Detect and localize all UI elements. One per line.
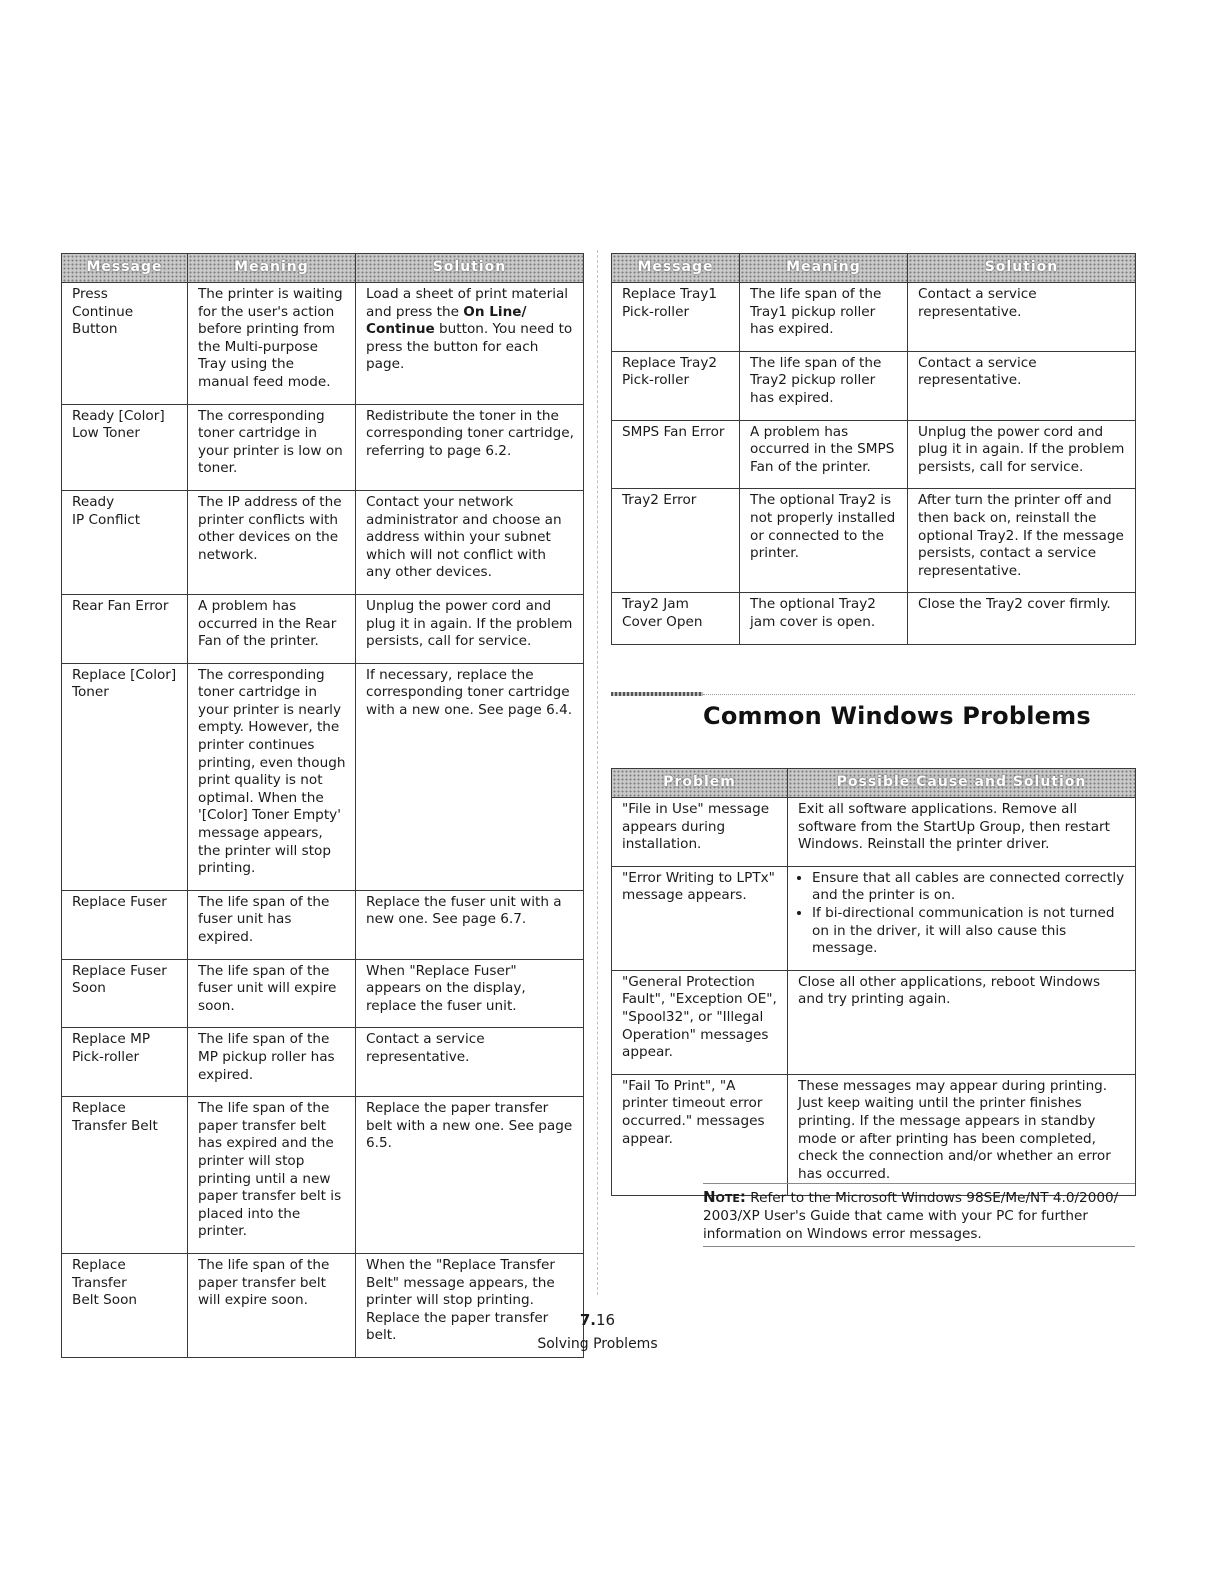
meaning-cell: The life span of the MP pickup roller has expired.	[188, 1028, 356, 1097]
meaning-cell: The life span of the fuser unit will expire soon.	[188, 959, 356, 1028]
solution-cell: When "Replace Fuser" appears on the display, replace the fuser unit.	[356, 959, 584, 1028]
message-cell: Replace Tray1 Pick-roller	[612, 283, 740, 352]
meaning-cell: A problem has occurred in the SMPS Fan of the printer.	[740, 420, 908, 489]
solution-cell: Unplug the power cord and plug it in again. If the problem persists, call for service.	[908, 420, 1136, 489]
solution-cell	[788, 866, 1136, 970]
table-header-row	[612, 769, 1136, 798]
message-cell: Replace MP Pick-roller	[62, 1028, 188, 1097]
solution-cell: Close all other applications, reboot Windows and try printing again.	[788, 970, 1136, 1074]
note-label: Note:	[703, 1188, 746, 1206]
meaning-cell: The optional Tray2 is not properly installed or connected to the printer.	[740, 489, 908, 593]
section-title: Common Windows Problems	[703, 702, 1091, 730]
message-cell: Ready IP Conflict	[62, 490, 188, 594]
header-message: Message	[612, 254, 740, 283]
solution-cell: Redistribute the toner in the corresponding toner cartridge, referring to page 6.2.	[356, 404, 584, 490]
section-rule	[611, 692, 1135, 696]
header-solution: Solution	[908, 254, 1136, 283]
table-row	[62, 890, 584, 959]
table-header-row	[612, 254, 1136, 283]
message-cell: Replace Transfer Belt Soon	[62, 1253, 188, 1357]
meaning-cell: A problem has occurred in the Rear Fan of the printer.	[188, 594, 356, 663]
page-number: 7.16	[579, 1311, 616, 1329]
solution-cell: Unplug the power cord and plug it in again. If the problem persists, call for service.	[356, 594, 584, 663]
section-rule-hatch	[611, 692, 703, 696]
table-row	[612, 283, 1136, 352]
message-cell: Replace [Color] Toner	[62, 663, 188, 890]
table-row	[62, 959, 584, 1028]
message-cell: Press Continue Button	[62, 283, 188, 405]
meaning-cell: The IP address of the printer conflicts with other devices on the network.	[188, 490, 356, 594]
message-cell: SMPS Fan Error	[612, 420, 740, 489]
error-message-table-left	[61, 253, 584, 1358]
message-cell: Replace Fuser	[62, 890, 188, 959]
table-header-row	[62, 254, 584, 283]
message-cell: Replace Fuser Soon	[62, 959, 188, 1028]
table-row	[62, 404, 584, 490]
solution-cell: Replace the paper transfer belt with a new one. See page 6.5.	[356, 1097, 584, 1254]
solution-cell: Contact a service representative.	[356, 1028, 584, 1097]
table-row	[612, 798, 1136, 867]
windows-problems-table	[611, 768, 1136, 1196]
table-row	[62, 663, 584, 890]
solution-cell: When the "Replace Transfer Belt" message appears, the printer will stop printing. Replace the paper transfer belt.	[356, 1253, 584, 1357]
table-row	[612, 1074, 1136, 1196]
meaning-cell: The life span of the paper transfer belt has expired and the printer will stop printing until a new paper transfer belt is placed into the printer.	[188, 1097, 356, 1254]
table-row	[62, 1097, 584, 1254]
meaning-cell: The life span of the Tray2 pickup roller has expired.	[740, 351, 908, 420]
solution-cell: These messages may appear during printing. Just keep waiting until the printer finishes printing. If the message appears in standby mode or after printing has been completed, check the connection and/or whether an error has occurred.	[788, 1074, 1136, 1196]
solution-cell: After turn the printer off and then back on, reinstall the optional Tray2. If the message persists, contact a service representative.	[908, 489, 1136, 593]
problem-cell: "Fail To Print", "A printer timeout error occurred." messages appear.	[612, 1074, 788, 1196]
meaning-cell: The corresponding toner cartridge in your printer is nearly empty. However, the printer continues printing, even though print quality is not optimal. When the '[Color] Toner Empty' message appears, the printer will stop printing.	[188, 663, 356, 890]
table-row	[612, 970, 1136, 1074]
message-cell: Rear Fan Error	[62, 594, 188, 663]
section-rule-line	[703, 694, 1135, 695]
table-row	[612, 866, 1136, 970]
column-divider	[597, 250, 598, 1295]
button-name-emphasis: On Line/ Continue	[366, 303, 527, 338]
meaning-cell: The optional Tray2 jam cover is open.	[740, 593, 908, 644]
solution-cell: Close the Tray2 cover firmly.	[908, 593, 1136, 644]
solution-cell: Contact a service representative.	[908, 351, 1136, 420]
error-message-table-right	[611, 253, 1136, 645]
header-meaning: Meaning	[188, 254, 356, 283]
message-cell: Tray2 Error	[612, 489, 740, 593]
message-cell: Replace Tray2 Pick-roller	[612, 351, 740, 420]
header-meaning: Meaning	[740, 254, 908, 283]
meaning-cell: The corresponding toner cartridge in your printer is low on toner.	[188, 404, 356, 490]
message-cell: Tray2 Jam Cover Open	[612, 593, 740, 644]
problem-cell: "File in Use" message appears during installation.	[612, 798, 788, 867]
meaning-cell: The life span of the Tray1 pickup roller has expired.	[740, 283, 908, 352]
message-cell: Ready [Color] Low Toner	[62, 404, 188, 490]
solution-cell: Replace the fuser unit with a new one. See page 6.7.	[356, 890, 584, 959]
table-row	[62, 594, 584, 663]
header-message: Message	[62, 254, 188, 283]
table-row	[62, 1028, 584, 1097]
header-solution: Solution	[356, 254, 584, 283]
table-row	[612, 489, 1136, 593]
bullet-item: • If bi-directional communication is not turned on in the driver, it will also cause this message.	[812, 905, 1127, 958]
meaning-cell: The printer is waiting for the user's action before printing from the Multi-purpose Tray using the manual feed mode.	[188, 283, 356, 405]
meaning-cell: The life span of the fuser unit has expired.	[188, 890, 356, 959]
solution-cell: If necessary, replace the corresponding toner cartridge with a new one. See page 6.4.	[356, 663, 584, 890]
problem-cell: "General Protection Fault", "Exception OE", "Spool32", or "Illegal Operation" messages appear.	[612, 970, 788, 1074]
table-row	[62, 283, 584, 405]
bullet-item: • Ensure that all cables are connected correctly and the printer is on.	[812, 870, 1127, 905]
solution-cell: Load a sheet of print material and press the On Line/ Continue button. You need to press the button for each page.	[356, 283, 584, 405]
table-row	[612, 420, 1136, 489]
meaning-cell: The life span of the paper transfer belt will expire soon.	[188, 1253, 356, 1357]
solution-cell: Exit all software applications. Remove all software from the StartUp Group, then restart Windows. Reinstall the printer driver.	[788, 798, 1136, 867]
table-row	[612, 593, 1136, 644]
note-text: Refer to the Microsoft Windows 98SE/Me/NT 4.0/2000/ 2003/XP User's Guide that came with your PC for further information on Windows error messages.	[703, 1190, 1119, 1242]
solution-cell: Contact a service representative.	[908, 283, 1136, 352]
solution-bullet-list	[798, 870, 1127, 958]
table-row	[62, 490, 584, 594]
message-cell: Replace Transfer Belt	[62, 1097, 188, 1254]
header-cause-solution: Possible Cause and Solution	[788, 769, 1136, 798]
note-box	[703, 1183, 1135, 1247]
solution-cell: Contact your network administrator and choose an address within your subnet which will not conflict with any other devices.	[356, 490, 584, 594]
chapter-title: Solving Problems	[537, 1336, 658, 1352]
table-row	[612, 351, 1136, 420]
header-problem: Problem	[612, 769, 788, 798]
problem-cell: "Error Writing to LPTx" message appears.	[612, 866, 788, 970]
